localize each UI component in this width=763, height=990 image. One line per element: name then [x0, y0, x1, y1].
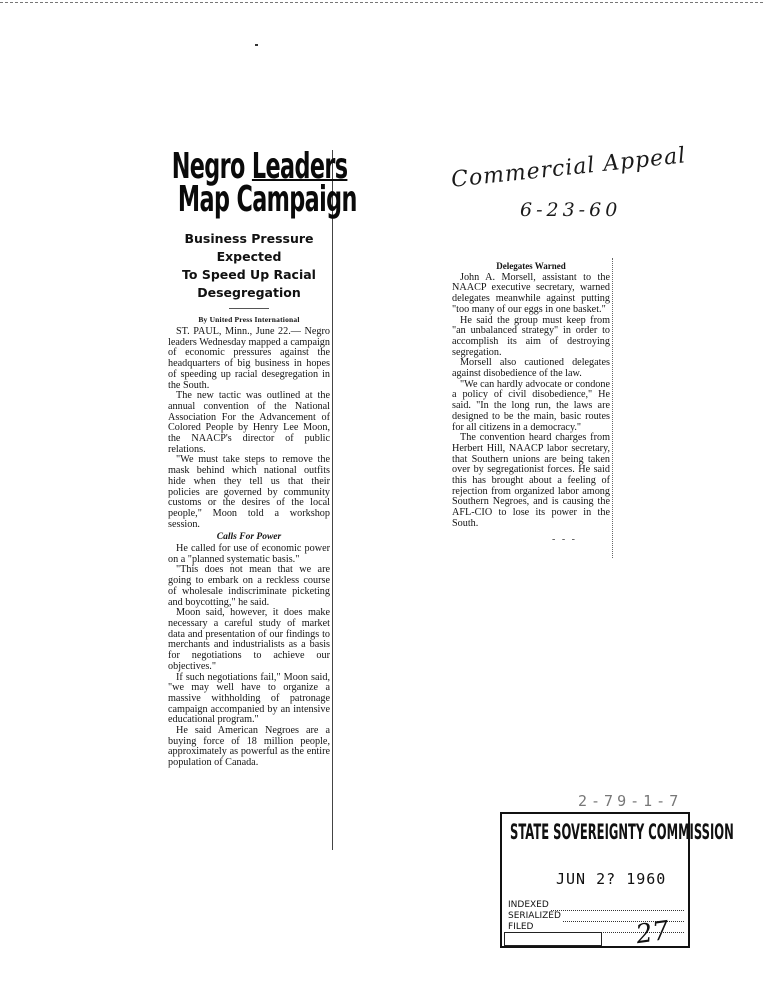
commission-stamp	[500, 812, 734, 951]
paragraph: ST. PAUL, Minn., June 22.— Negro leaders Wednesday mapped a campaign of economic pressures against the headquarters of big business in hopes of speeding up racial desegregation in the South.	[168, 326, 330, 391]
paragraph: John A. Morsell, assistant to the NAACP executive secretary, warned delegates meanwhile against putting "too many of our eggs in one basket."	[452, 271, 610, 315]
article-clipping-continued	[452, 258, 610, 545]
paragraph: He called for use of economic power on a "planned systematic basis."	[168, 543, 330, 565]
paragraph: "This does not mean that we are going to embark on a reckless course of wholesale indiscriminate picketing and boycotting," he said.	[168, 564, 330, 608]
paragraph: Moon said, however, it does make necessary a careful study of market data and presentation of our findings to merchants and industrialists as a basis for negotiations to achieve our objectives."	[168, 607, 330, 672]
stamp-field-filed: FILED	[508, 922, 684, 933]
subhead: Calls For Power	[216, 532, 282, 543]
paragraph: Morsell also cautioned delegates against disobedience of the law.	[452, 357, 610, 380]
paragraph: He said the group must keep from "an unbalanced strategy" in order to accomplish its aim of destroying segregation.	[452, 314, 610, 358]
stamp-box	[504, 932, 602, 946]
stamp-title: STATE SOVEREIGNTY COMMISSION	[510, 820, 734, 844]
stamp-date: JUN 2? 1960	[556, 870, 667, 888]
clipping-edge	[612, 258, 613, 558]
stamp-initials: 27	[634, 915, 672, 951]
paragraph: "We must take steps to remove the mask behind which national outfits hide when they tell us that their policies are governed by community customs or the desires of the local people," Moon told a workshop session.	[168, 454, 330, 530]
byline: By United Press International	[198, 315, 300, 324]
handwritten-date: 6-23-60	[520, 199, 622, 221]
article-body	[168, 327, 330, 769]
paragraph: If such negotiations fail," Moon said, "we may well have to organize a massive withholding of patronage campaign accompanied by an intensive educational program."	[168, 671, 330, 726]
article-body	[452, 261, 610, 530]
headline-word-leaders: Leaders	[251, 146, 348, 187]
stamp-field-serialized: SERIALIZED	[508, 911, 684, 922]
subhead: Delegates Warned	[496, 261, 566, 271]
deck	[168, 230, 330, 309]
deck-line: Business Pressure Expected	[184, 231, 314, 264]
paragraph: The new tactic was outlined at the annual convention of the National Association For the Advancement of Colored People by Henry Lee Moon, the NAACP's director of public relations.	[168, 390, 330, 455]
headline-line-2: Map Campaign	[177, 179, 357, 220]
file-number: 2-79-1-7	[578, 792, 683, 810]
page-top-edge	[0, 2, 763, 3]
scan-speck	[255, 44, 258, 46]
paragraph: He said American Negroes are a buying force of 18 million people, approximately as powerful as the entire population of Canada.	[168, 725, 330, 769]
deck-divider	[229, 308, 269, 309]
stamp-field-indexed: INDEXED	[508, 900, 684, 911]
handwritten-source: Commercial Appeal	[450, 143, 688, 193]
handwritten-annotation	[450, 143, 690, 221]
end-marks: - - -	[552, 533, 577, 545]
article-clipping-main	[168, 146, 357, 769]
headline-word-negro: Negro	[171, 146, 252, 187]
clipping-edge	[332, 150, 333, 850]
paragraph: "We can hardly advocate or condone a policy of civil disobedience," He said. "In the long run, the laws are designed to be the main, basic routes for all citizens in a democracy."	[452, 378, 610, 433]
headline	[168, 146, 357, 220]
paragraph: The convention heard charges from Herbert Hill, NAACP labor secretary, that Southern unions are being taken over by segregationist forces. He said this has brought about a feeling of rejection from organized labor among Southern Negroes, and is causing the AFL-CIO to lose its power in the South.	[452, 432, 610, 529]
deck-line: To Speed Up Racial	[182, 267, 316, 282]
deck-line: Desegregation	[197, 285, 301, 300]
